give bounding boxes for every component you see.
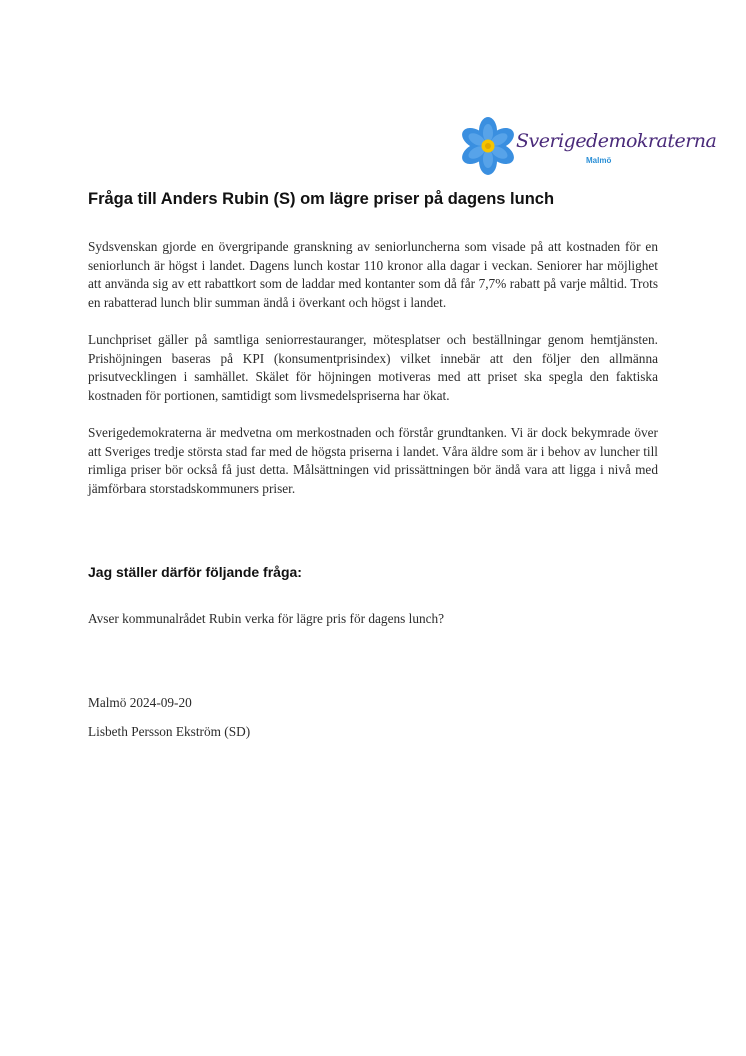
- body-paragraph: Sydsvenskan gjorde en övergripande granskning av seniorluncherna som visade på att kostnaden för en seniorlunch är högst i landet. Dagens lunch kostar 110 kronor alla dagar i veckan. Seniorer har möjlighet att använda sig av ett rabattkort som de laddar med kontanter som då får 7,7% rabatt på varje måltid. Trots en rabatterad lunch blir summan ändå i överkant och högst i landet.: [88, 239, 658, 310]
- place-and-date: Malmö 2024-09-20: [88, 695, 192, 710]
- blue-anemone-flower-icon: [458, 116, 518, 176]
- body-paragraph: Lunchpriset gäller på samtliga seniorrestauranger, mötesplatser och beställningar genom hemtjänsten. Prishöjningen baseras på KPI (konsumentprisindex) vilket innebär att den följer den allmänna prisutvecklingen i samhället. Skälet för höjningen motiveras med att priset ska spegla den faktiska kostnaden för portionen, samtidigt som livsmedelspriserna har ökat.: [88, 332, 658, 403]
- question-text: Avser kommunalrådet Rubin verka för lägre pris för dagens lunch?: [88, 611, 445, 626]
- signer-name: Lisbeth Persson Ekström (SD): [88, 724, 251, 739]
- body-paragraph: Sverigedemokraterna är medvetna om merkostnaden och förstår grundtanken. Vi är dock bekymrade över att Sveriges tredje största stad far med de högsta priserna i landet. Våra äldre som är i behov av luncher till rimliga priser bör också få just detta. Målsättningen vid prissättningen bör ändå vara att ligga i nivå med jämförbara storstadskommuners priser.: [88, 425, 658, 496]
- logo-wordmark: Sverigedemokraterna: [516, 130, 717, 152]
- question-heading: Jag ställer därför följande fråga:: [88, 564, 302, 580]
- logo-city: Malmö: [586, 156, 612, 165]
- document-title: Fråga till Anders Rubin (S) om lägre priser på dagens lunch: [88, 190, 555, 208]
- party-logo: [458, 116, 717, 176]
